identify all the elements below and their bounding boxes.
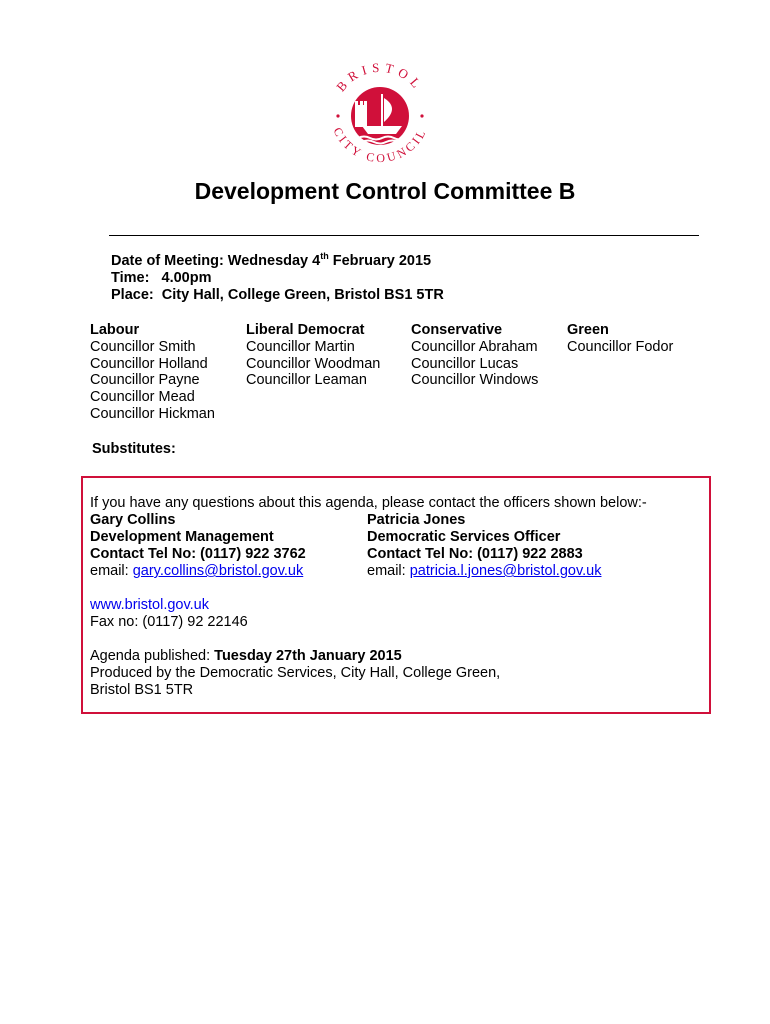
member-name: Councillor Lucas — [411, 355, 519, 372]
member-name: Councillor Holland — [90, 355, 208, 372]
member-name: Councillor Martin — [246, 338, 355, 355]
contact-intro: If you have any questions about this agenda, please contact the officers shown below:- — [90, 495, 647, 511]
meeting-date: Date of Meeting: Wednesday 4th February 2015 — [111, 251, 432, 269]
title-divider — [109, 235, 699, 236]
member-name: Councillor Fodor — [567, 338, 674, 355]
officer-1-tel: Contact Tel No: (0117) 922 3762 — [90, 546, 306, 562]
officer-1-role: Development Management — [90, 529, 274, 545]
member-name: Councillor Abraham — [411, 338, 538, 355]
officer-1-email-link[interactable]: gary.collins@bristol.gov.uk — [132, 563, 304, 579]
published-date: Tuesday 27th January 2015 — [214, 648, 402, 664]
email-label: email: — [90, 563, 129, 579]
website-link[interactable]: www.bristol.gov.uk — [90, 597, 209, 613]
party-heading: Liberal Democrat — [246, 322, 365, 338]
member-name: Councillor Mead — [90, 389, 195, 406]
substitutes-label: Substitutes: — [92, 441, 176, 457]
party-column-green — [567, 322, 673, 356]
member-name: Councillor Hickman — [90, 405, 215, 422]
officer-2-name: Patricia Jones — [367, 512, 466, 528]
published-line: Agenda published: Tuesday 27th January 2015 — [90, 648, 402, 664]
officer-1-email-row — [90, 563, 303, 580]
member-name: Councillor Woodman — [246, 355, 381, 372]
fax-number: Fax no: (0117) 92 22146 — [90, 614, 248, 630]
email-label: email: — [367, 563, 406, 579]
council-crest-icon — [318, 50, 442, 174]
party-heading: Green — [567, 322, 609, 338]
officer-2-tel: Contact Tel No: (0117) 922 2883 — [367, 546, 583, 562]
meeting-details — [111, 253, 444, 304]
officer-2-role: Democratic Services Officer — [367, 529, 561, 545]
page-title: Development Control Committee B — [194, 178, 576, 204]
officer-2-email-link[interactable]: patricia.l.jones@bristol.gov.uk — [409, 563, 602, 579]
meeting-time: Time: 4.00pm — [111, 270, 212, 286]
party-column-liberal-democrat — [246, 322, 380, 389]
member-name: Councillor Windows — [411, 372, 539, 389]
svg-text:BRISTOL: BRISTOL — [333, 59, 427, 95]
officer-2-email-row — [367, 563, 601, 580]
member-name: Councillor Payne — [90, 372, 200, 389]
bristol-city-council-logo — [318, 50, 442, 174]
svg-text:CITY COUNCIL: CITY COUNCIL — [330, 125, 430, 166]
party-heading: Conservative — [411, 322, 503, 338]
party-column-conservative — [411, 322, 538, 389]
party-column-labour — [90, 322, 215, 423]
member-name: Councillor Leaman — [246, 372, 367, 389]
meeting-place: Place: City Hall, College Green, Bristol BS1 5TR — [111, 287, 444, 303]
member-name: Councillor Smith — [90, 338, 196, 355]
produced-by-line-1: Produced by the Democratic Services, City Hall, College Green, — [90, 665, 501, 681]
officer-1-name: Gary Collins — [90, 512, 176, 528]
produced-by-line-2: Bristol BS1 5TR — [90, 682, 194, 698]
party-heading: Labour — [90, 322, 140, 338]
